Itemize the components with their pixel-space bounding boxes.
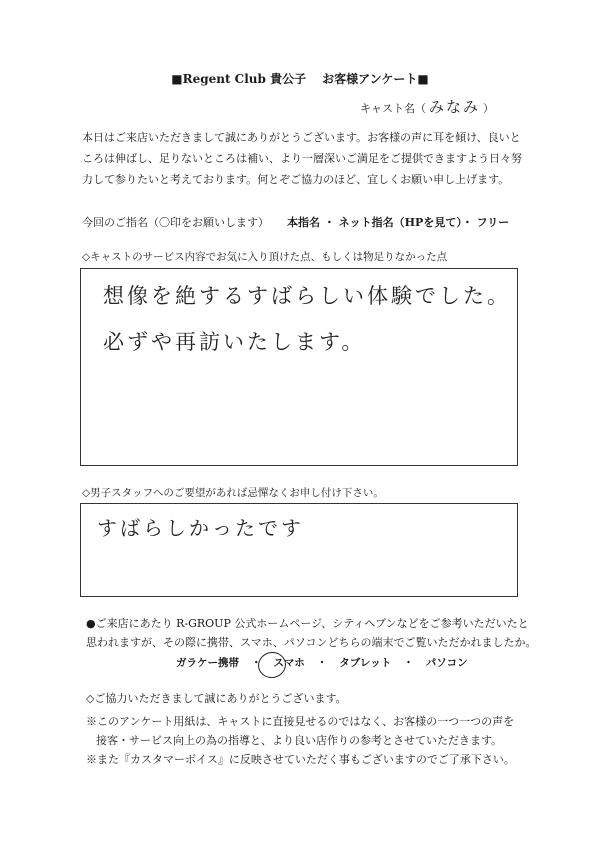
note-line: ※また『カスタマーボイス』に反映させていただく事もございますのでご了承下さい。 [86, 753, 515, 766]
cast-name-label: キャスト名 [360, 102, 415, 115]
intro-line: 本日はご来店いただきまして誠にありがとうございます。お客様の声に耳を傾け、良いと [82, 131, 521, 144]
device-option-feature-phone: ガラケー携帯 [176, 657, 239, 669]
form-title-survey: お客様アンケート■ [322, 72, 429, 86]
form-title-club: ■Regent Club 貴公子 [171, 72, 307, 86]
section1-handwriting-line2: 必ずや再訪いたします。 [103, 330, 366, 354]
intro-line: ころは伸ばし、足りないところは補い、より一層深いご満足をご提供できますよう日々努 [82, 152, 522, 165]
cast-open-paren: （ [415, 102, 426, 115]
device-separator: ・ [316, 657, 328, 669]
nomination-row [82, 214, 509, 230]
form-title [0, 70, 600, 87]
nomination-label: 今回のご指名（〇印をお願いします） [82, 216, 269, 229]
cast-name-row [360, 96, 494, 117]
device-question-line: ●ご来店にあたり R-GROUP 公式ホームページ、シティヘブンなどをご参考いただいたと [86, 617, 529, 630]
device-separator: ・ [403, 657, 414, 669]
nomination-options: 本指名 ・ ネット指名（HPを見て）・ フリー [287, 216, 510, 229]
device-options [176, 655, 468, 670]
notes-block [86, 712, 526, 769]
intro-paragraph [82, 127, 522, 190]
cast-name-handwritten: みなみ [429, 98, 481, 116]
section2-handwriting: すばらしかったです [97, 516, 304, 540]
cast-close-paren: ） [483, 102, 495, 115]
section1-label: ◇キャストのサービス内容でお気に入り頂けた点、もしくは物足りなかった点 [82, 251, 448, 263]
intro-line: 力して参りたいと考えております。何とぞご協力のほど、宜しくお願い申し上げます。 [82, 173, 510, 186]
note-line: ※このアンケート用紙は、キャストに直接見せるのではなく、お客様の一つ一つの声を [86, 715, 515, 728]
device-option-smartphone: スマホ [273, 657, 305, 669]
device-question-line: 思われますが、その際に携帯、スマホ、パソコンどちらの端末でご覧いただかれましたか。 [86, 636, 537, 649]
section2-label: ◇男子スタッフへのご要望があれば忌憚なくお申し付け下さい。 [82, 487, 384, 499]
device-question [86, 614, 537, 652]
device-option-pc: パソコン [425, 657, 468, 669]
device-option-tablet: タブレット [339, 657, 392, 669]
section1-handwriting-line1: 想像を絶するすばらしい体験でした。 [103, 284, 511, 308]
device-separator: ・ [251, 657, 262, 669]
note-line: 接客・サービス向上の為の指導と、より良い店作りの参考とさせていただきます。 [96, 734, 503, 747]
thanks-line: ◇ご協力いただきまして誠にありがとうございます。 [86, 692, 347, 705]
